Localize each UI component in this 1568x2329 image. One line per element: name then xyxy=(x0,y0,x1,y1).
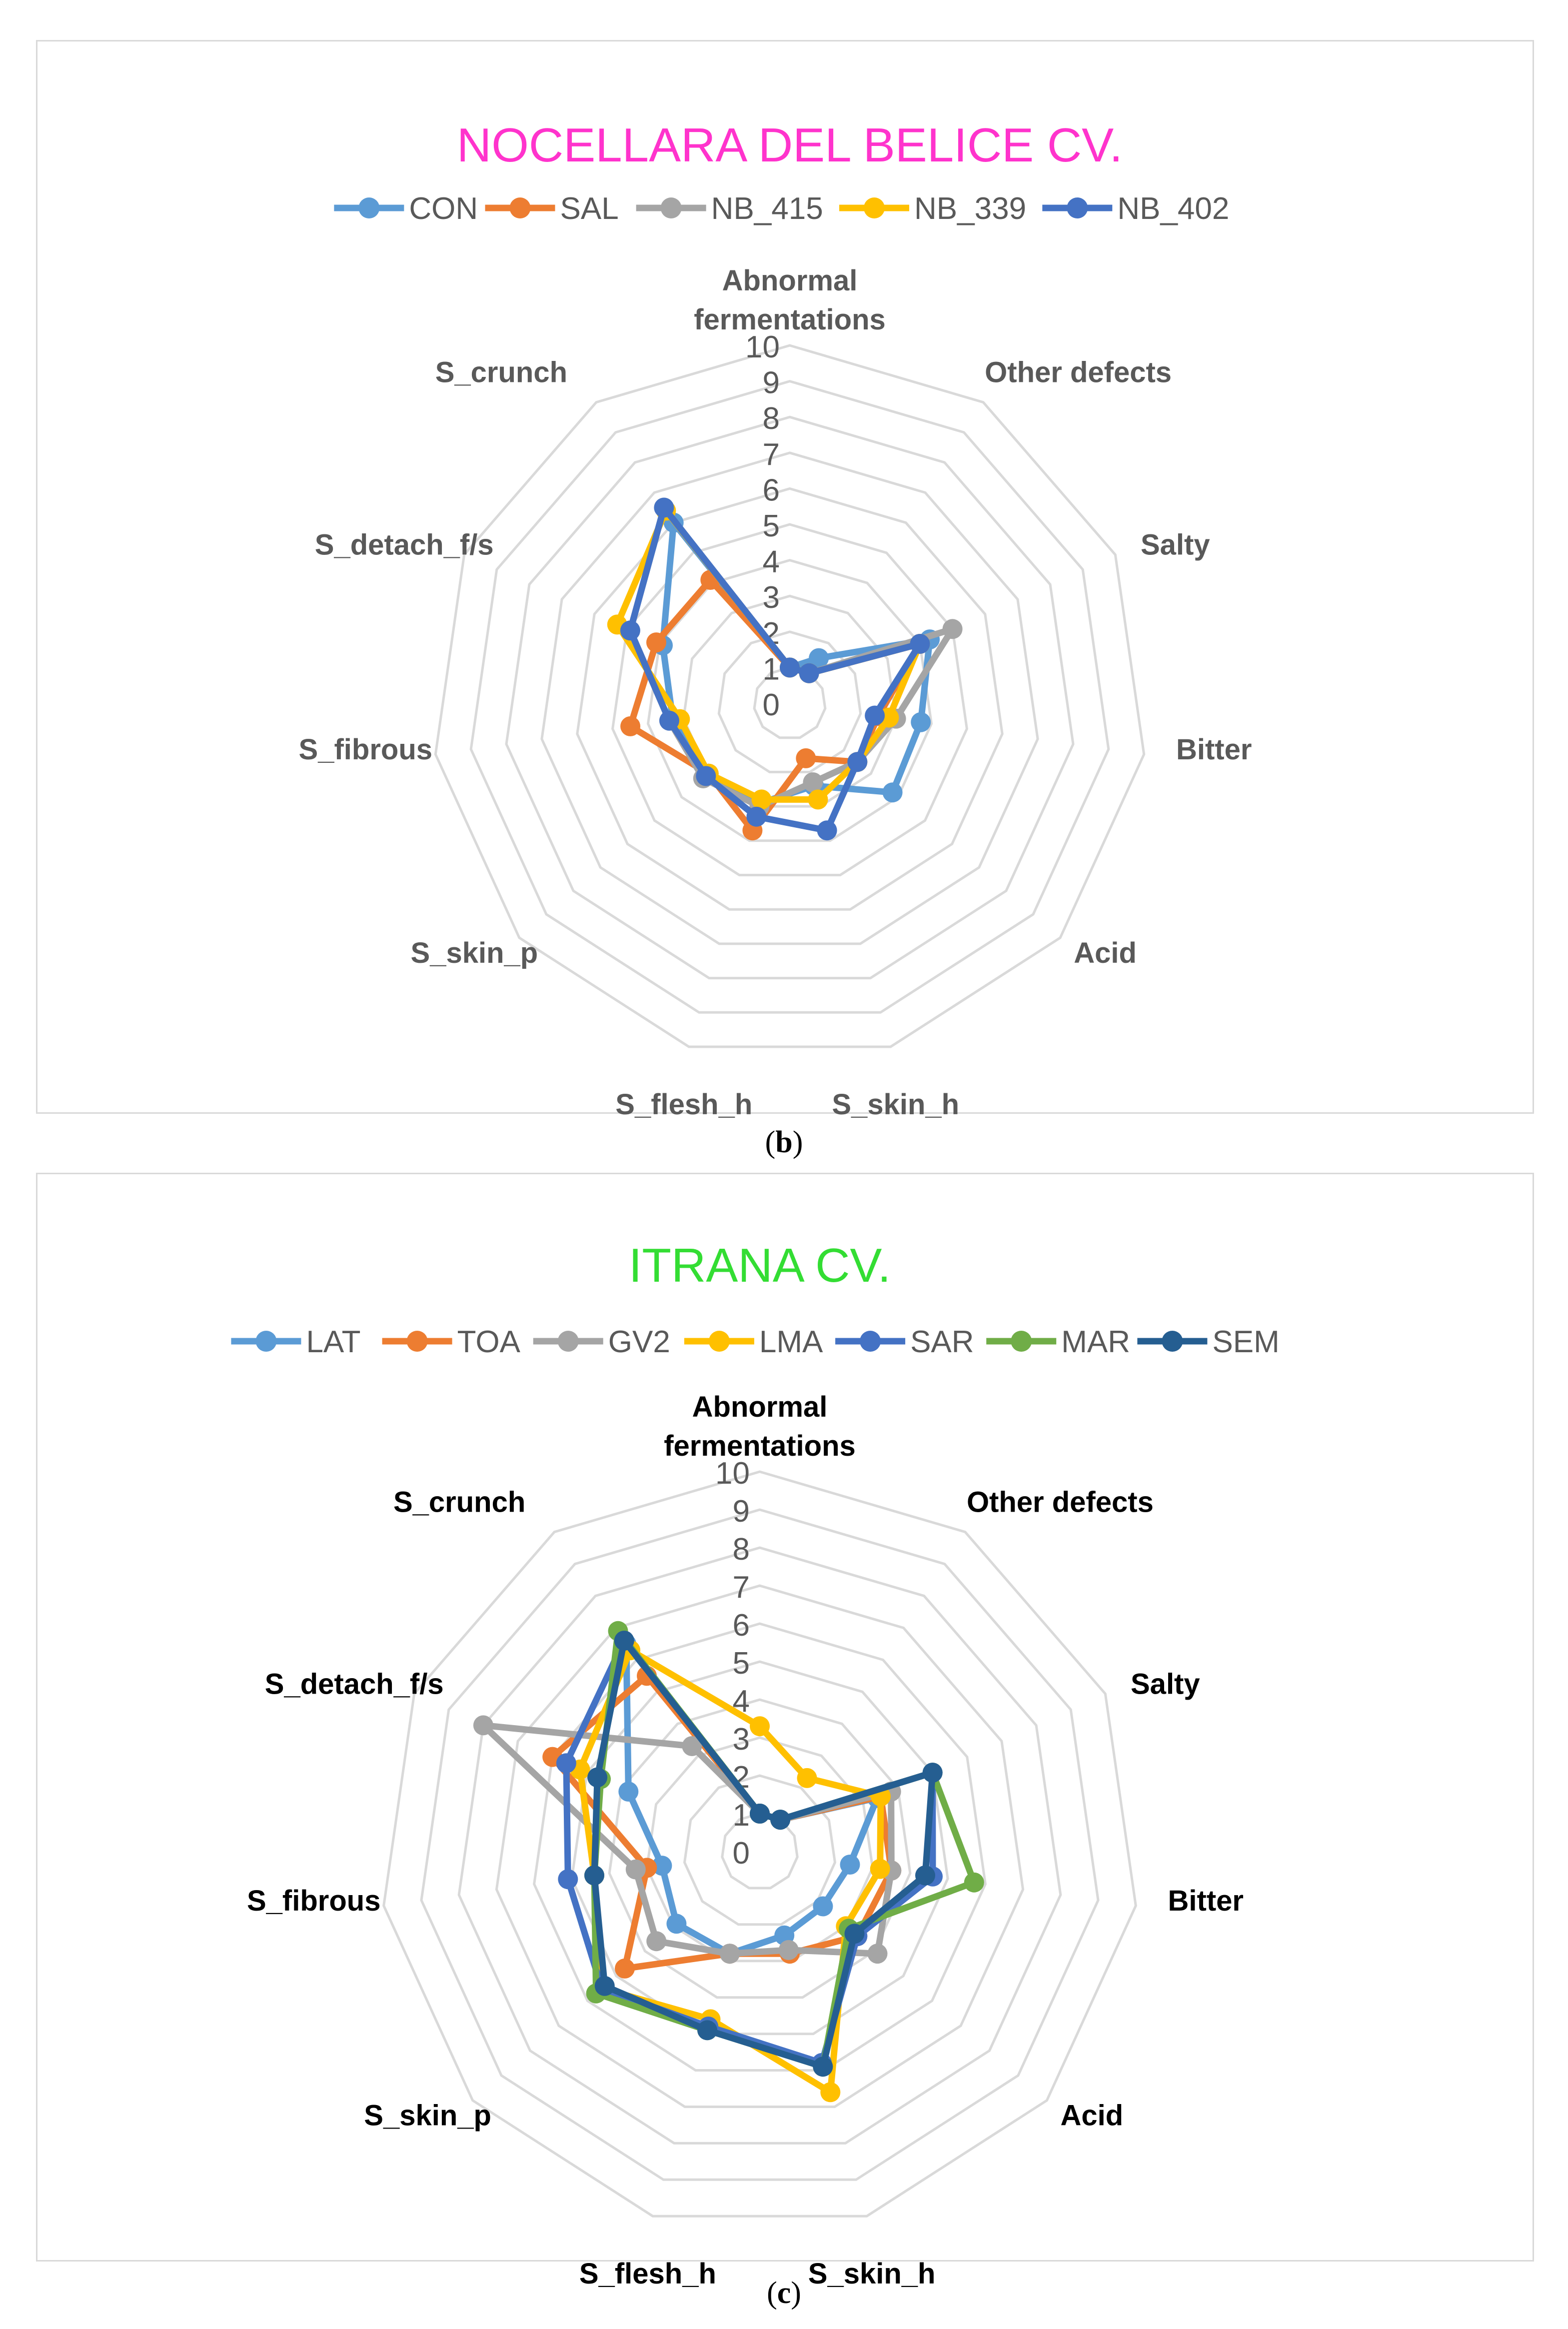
tick-label-6: 6 xyxy=(762,473,780,508)
data-point-con-bitter xyxy=(911,712,931,732)
data-point-sem-bitter xyxy=(915,1866,935,1886)
data-point-lat-acid xyxy=(813,1897,833,1917)
tick-label-2: 2 xyxy=(732,1760,750,1795)
legend-marker-nb-402 xyxy=(1067,197,1088,218)
axis-label-s-skin-p: S_skin_p xyxy=(364,2099,491,2132)
axis-label-salty: Salty xyxy=(1131,1668,1200,1701)
data-point-lma-s-skin-h xyxy=(820,2082,840,2102)
data-point-lat-bitter xyxy=(840,1855,860,1875)
data-point-nb-402-s-crunch xyxy=(654,498,674,518)
grid-ring-8 xyxy=(506,417,1073,978)
data-point-nb-402-salty xyxy=(910,634,930,654)
legend-item-con xyxy=(334,191,478,226)
chart-panel-itrana xyxy=(36,1173,1534,2291)
axis-label-s-skin-h: S_skin_h xyxy=(832,1088,960,1121)
legend-label-nb-415: NB_415 xyxy=(711,191,823,226)
radial-ticks xyxy=(745,330,780,722)
data-point-gv2-s-flesh-h xyxy=(720,1944,740,1964)
tick-label-5: 5 xyxy=(732,1646,750,1681)
legend-label-sem: SEM xyxy=(1212,1325,1280,1359)
legend-marker-toa xyxy=(407,1331,428,1352)
grid-ring-9 xyxy=(471,381,1109,1013)
data-point-nb-402-s-detach-f-s xyxy=(620,620,640,640)
legend-label-nb-339: NB_339 xyxy=(914,191,1027,226)
legend-marker-lma xyxy=(709,1331,730,1352)
axis-label-s-flesh-h: S_flesh_h xyxy=(615,1088,753,1121)
series-group xyxy=(607,498,963,841)
data-point-gv2-acid xyxy=(868,1944,888,1964)
radar-grid xyxy=(435,345,1144,1047)
tick-label-4: 4 xyxy=(762,544,780,579)
legend-label-sar: SAR xyxy=(910,1325,974,1359)
legend-item-nb-415 xyxy=(636,191,823,226)
radar-chart-nocellara xyxy=(37,41,1533,1121)
data-point-gv2-s-detach-f-s xyxy=(473,1715,493,1735)
data-point-sem-s-detach-f-s xyxy=(587,1768,607,1788)
axis-label-bitter: Bitter xyxy=(1176,733,1252,766)
axis-label-abnormal-fermentations: Abnormal fermentations xyxy=(664,1391,856,1462)
axis-label-s-detach-f-s: S_detach_f/s xyxy=(314,528,494,561)
grid-ring-10 xyxy=(384,1472,1136,2216)
legend-marker-nb-415 xyxy=(661,197,682,218)
data-point-gv2-s-skin-h xyxy=(779,1940,799,1960)
data-point-lma-other-defects xyxy=(797,1768,817,1788)
data-point-nb-402-other-defects xyxy=(799,663,819,683)
figure-caption-c: (c) xyxy=(767,2276,801,2310)
axis-label-acid: Acid xyxy=(1074,936,1137,969)
legend-label-lat: LAT xyxy=(306,1325,361,1359)
data-point-nb-402-acid xyxy=(847,752,867,772)
tick-label-10: 10 xyxy=(745,330,780,364)
axis-label-other-defects: Other defects xyxy=(966,1486,1154,1519)
data-point-gv2-s-skin-p xyxy=(646,1931,666,1951)
legend-item-toa xyxy=(382,1325,521,1359)
legend-label-sal: SAL xyxy=(560,191,619,226)
data-point-sal-s-detach-f-s xyxy=(646,632,666,652)
legend-item-lat xyxy=(231,1325,360,1359)
legend-item-nb-402 xyxy=(1042,191,1229,226)
legend-marker-sem xyxy=(1162,1331,1183,1352)
chart-title: ITRANA CV. xyxy=(628,1239,891,1292)
axis-label-s-fibrous: S_fibrous xyxy=(298,733,433,766)
data-point-nb-402-abnormal-fermentations xyxy=(780,657,800,677)
radar-chart-itrana xyxy=(37,1174,1533,2291)
axis-label-s-crunch: S_crunch xyxy=(393,1486,526,1519)
axis-label-s-skin-p: S_skin_p xyxy=(410,936,538,969)
tick-label-2: 2 xyxy=(762,616,780,651)
data-point-nb-339-s-flesh-h xyxy=(752,789,772,809)
tick-label-9: 9 xyxy=(762,365,780,400)
data-point-nb-402-s-flesh-h xyxy=(746,807,766,827)
legend-marker-sar xyxy=(860,1331,881,1352)
tick-label-7: 7 xyxy=(732,1570,750,1605)
data-point-sar-s-detach-f-s xyxy=(556,1753,576,1773)
data-point-sar-s-fibrous xyxy=(558,1869,578,1889)
data-point-sem-acid xyxy=(845,1924,865,1944)
legend-item-nb-339 xyxy=(839,191,1026,226)
legend-marker-con xyxy=(358,197,379,218)
legend-item-sar xyxy=(835,1325,974,1359)
tick-label-1: 1 xyxy=(762,652,780,687)
data-point-sem-s-skin-h xyxy=(813,2057,833,2077)
legend-marker-gv2 xyxy=(558,1331,579,1352)
legend-item-sal xyxy=(485,191,619,226)
axis-label-s-flesh-h: S_flesh_h xyxy=(579,2258,716,2291)
legend-label-toa: TOA xyxy=(457,1325,520,1359)
figure-caption-b: (b) xyxy=(765,1125,803,1159)
tick-label-0: 0 xyxy=(732,1836,750,1871)
legend-label-gv2: GV2 xyxy=(608,1325,670,1359)
axis-label-abnormal-fermentations: Abnormal fermentations xyxy=(694,264,886,336)
legend-marker-nb-339 xyxy=(864,197,885,218)
legend-item-sem xyxy=(1137,1325,1279,1359)
radar-grid xyxy=(384,1472,1136,2216)
data-point-nb-402-s-fibrous xyxy=(659,711,679,731)
tick-label-10: 10 xyxy=(715,1456,750,1491)
legend-marker-lat xyxy=(255,1331,276,1352)
legend xyxy=(231,1325,1279,1359)
data-point-sem-other-defects xyxy=(770,1810,790,1830)
data-point-nb-402-s-skin-h xyxy=(817,820,837,840)
chart-panel-nocellara xyxy=(36,40,1534,1121)
data-point-nb-402-s-skin-p xyxy=(696,766,716,786)
tick-label-9: 9 xyxy=(732,1494,750,1529)
legend xyxy=(334,191,1229,226)
data-point-nb-415-salty xyxy=(943,619,963,639)
axis-label-salty: Salty xyxy=(1140,528,1210,561)
data-point-con-acid xyxy=(883,782,903,802)
data-point-lat-s-detach-f-s xyxy=(618,1782,638,1802)
data-point-sem-s-fibrous xyxy=(584,1866,604,1886)
tick-label-5: 5 xyxy=(762,509,780,543)
data-point-sem-s-crunch xyxy=(614,1631,634,1651)
grid-ring-2 xyxy=(685,1776,835,1925)
tick-label-0: 0 xyxy=(762,688,780,722)
tick-label-8: 8 xyxy=(762,401,780,436)
axis-label-acid: Acid xyxy=(1060,2099,1124,2132)
data-point-nb-415-s-skin-h xyxy=(803,772,823,792)
data-point-gv2-s-fibrous xyxy=(626,1860,646,1880)
data-point-sem-abnormal-fermentations xyxy=(750,1804,770,1824)
data-point-lma-abnormal-fermentations xyxy=(750,1716,770,1736)
tick-label-3: 3 xyxy=(762,580,780,615)
tick-label-8: 8 xyxy=(732,1532,750,1567)
tick-label-6: 6 xyxy=(732,1608,750,1643)
data-point-sal-s-skin-h xyxy=(796,748,816,768)
radial-ticks xyxy=(715,1456,750,1871)
data-point-sal-s-fibrous xyxy=(620,716,640,736)
legend-label-nb-402: NB_402 xyxy=(1117,191,1230,226)
tick-label-7: 7 xyxy=(762,437,780,472)
data-point-mar-bitter xyxy=(964,1873,984,1893)
tick-label-3: 3 xyxy=(732,1722,750,1757)
chart-title: NOCELLARA DEL BELICE CV. xyxy=(456,118,1123,172)
legend-label-con: CON xyxy=(409,191,478,226)
axis-label-s-detach-f-s: S_detach_f/s xyxy=(264,1668,444,1701)
axis-label-s-crunch: S_crunch xyxy=(435,356,568,389)
axis-label-other-defects: Other defects xyxy=(985,356,1172,389)
data-point-sem-s-skin-p xyxy=(595,1976,615,1996)
axis-label-s-fibrous: S_fibrous xyxy=(246,1885,381,1918)
data-point-sem-salty xyxy=(923,1763,943,1783)
data-point-sem-s-flesh-h xyxy=(697,2020,717,2040)
tick-label-1: 1 xyxy=(732,1798,750,1833)
grid-ring-8 xyxy=(459,1548,1061,2143)
legend-label-lma: LMA xyxy=(759,1325,823,1359)
legend-marker-sal xyxy=(510,197,531,218)
data-point-lat-s-skin-p xyxy=(666,1914,686,1934)
grid-ring-10 xyxy=(435,345,1144,1047)
tick-label-4: 4 xyxy=(732,1684,750,1719)
data-point-lma-bitter xyxy=(870,1859,890,1879)
legend-label-mar: MAR xyxy=(1061,1325,1131,1359)
axis-label-bitter: Bitter xyxy=(1168,1885,1244,1918)
data-point-nb-339-s-skin-h xyxy=(808,789,828,809)
legend-item-gv2 xyxy=(533,1325,670,1359)
data-point-nb-402-bitter xyxy=(865,706,885,726)
data-point-toa-s-skin-p xyxy=(615,1959,635,1979)
legend-marker-mar xyxy=(1011,1331,1032,1352)
legend-item-mar xyxy=(986,1325,1130,1359)
grid-ring-9 xyxy=(421,1510,1098,2180)
legend-item-lma xyxy=(684,1325,823,1359)
axis-label-s-skin-h: S_skin_h xyxy=(808,2258,936,2291)
